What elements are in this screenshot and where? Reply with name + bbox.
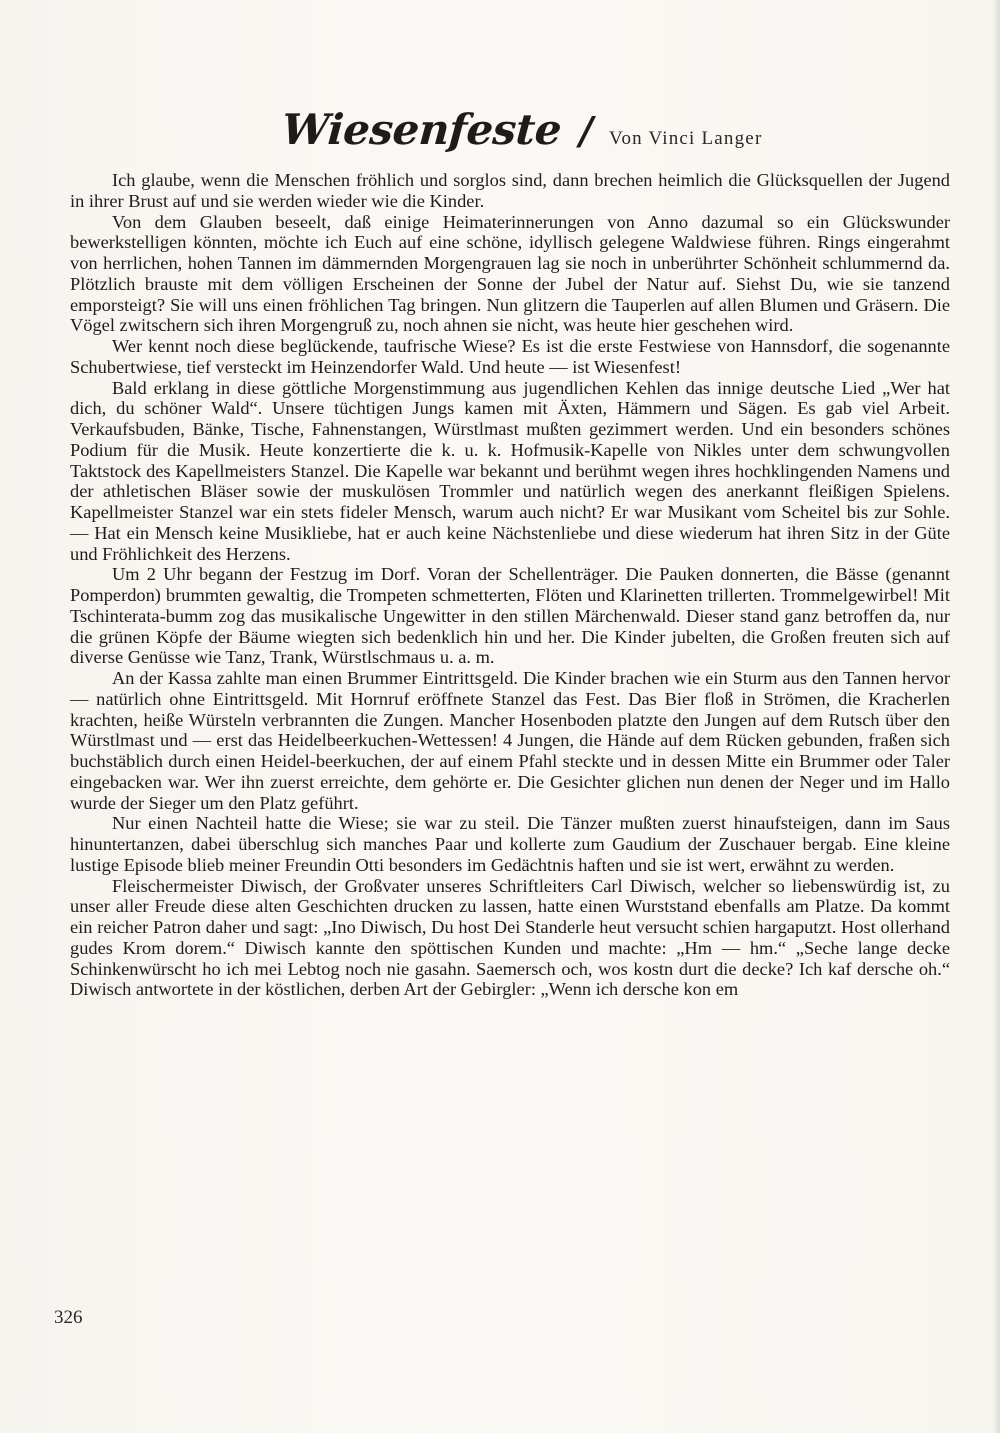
title-separator: /: [579, 108, 593, 153]
paragraph: Nur einen Nachteil hatte die Wiese; sie war zu steil. Die Tänzer mußten zuerst hinaufsteigen, dann im Saus hinuntertanzen, dabei überschlug sich manches Paar und kollerte zum Gaudium der Zuschauer bergab. Eine kleine lustige Episode blieb meiner Freundin Otti besonders im Gedächtnis haften und sie ist wert, erwähnt zu werden.: [70, 813, 950, 875]
paragraph: Ich glaube, wenn die Menschen fröhlich und sorglos sind, dann brechen heimlich die Glücksquellen der Jugend in ihrer Brust auf und sie werden wieder wie die Kinder.: [70, 170, 950, 211]
paragraph: Fleischermeister Diwisch, der Großvater unseres Schriftleiters Carl Diwisch, welcher so liebenswürdig ist, zu unser aller Freude diese alten Geschichten drucken zu lassen, hatte einen Wurststand ebenfalls am Platze. Da kommt ein reicher Patron daher und sagt: „Ino Diwisch, Du host Dei Standerle heut versucht schien hargaputzt. Host ollerhand gudes Krom dorem.“ Diwisch kannte den spöttischen Kunden und machte: „Hm — hm.“ „Seche lange decke Schinkenwürscht ho ich mei Lebtog noch nie gasahn. Saemersch och, wos kostn durt die decke? Ich kaf dersche oh.“ Diwisch antwortete in der köstlichen, derben Art der Gebirgler: „Wenn ich dersche kon em: [70, 875, 950, 1000]
article-title: Wiesenfeste: [280, 105, 563, 154]
paragraph: Von dem Glauben beseelt, daß einige Heimaterinnerungen von Anno dazumal so ein Glückswunder bewerkstelligen könnten, möchte ich Euch auf eine schöne, idyllisch gelegene Waldwiese führen. Rings eingerahmt von herrlichen, hohen Tannen im dämmernden Morgengrauen lag sie noch in unberührter Schönheit schlummernd da. Plötzlich brauste mit dem völligen Erscheinen der Sonne der Jubel der Natur auf. Siehst Du, wie sie tanzend emporsteigt? Sie will uns einen fröhlichen Tag bringen. Nun glitzern die Tauperlen auf allen Blumen und Gräsern. Die Vögel zwitschern sich ihren Morgengruß zu, noch ahnen sie nicht, was heute hier geschehen wird.: [70, 211, 950, 336]
title-row: [282, 105, 922, 165]
article-body: [70, 170, 950, 1000]
paragraph: Wer kennt noch diese beglückende, taufrische Wiese? Es ist die erste Festwiese von Hannsdorf, die sogenannte Schubertwiese, tief versteckt im Heinzendorfer Wald. Und heute — ist Wiesenfest!: [70, 336, 950, 377]
paragraph: Um 2 Uhr begann der Festzug im Dorf. Voran der Schellenträger. Die Pauken donnerten, die Bässe (genannt Pomperdon) brummten gewaltig, die Trompeten schmetterten, Flöten und Klarinetten trillerten. Trommelgewirbel! Mit Tschinterata-bumm zog das musikalische Ungewitter in den stillen Märchenwald. Dieser stand ganz betroffen da, nur die grünen Köpfe der Bäume wiegten sich bedenklich hin und her. Die Kinder jubelten, die Großen freuten sich auf diverse Genüsse wie Tanz, Trank, Würstlschmaus u. a. m.: [70, 564, 950, 668]
paragraph: An der Kassa zahlte man einen Brummer Eintrittsgeld. Die Kinder brachen wie ein Sturm aus den Tannen hervor — natürlich ohne Eintrittsgeld. Mit Hornruf eröffnete Stanzel das Fest. Das Bier floß in Strömen, die Kracherlen krachten, heiße Würsteln verbrannten die Zungen. Mancher Hosenboden platzte den Jungen auf dem Rutsch über den Würstlmast und — erst das Heidelbeerkuchen-Wettessen! 4 Jungen, die Hände auf dem Rücken gebunden, fraßen sich buchstäblich durch einen Heidel-beerkuchen, der auf einem Pfahl steckte und in dessen Mitte ein Brummer oder Taler eingebacken war. Wer ihn zuerst erreichte, dem gehörte er. Die Gesichter glichen nun denen der Neger und im Hallo wurde der Sieger um den Platz geführt.: [70, 668, 950, 813]
page-edge-shadow: [992, 0, 1000, 1433]
paragraph: Bald erklang in diese göttliche Morgenstimmung aus jugendlichen Kehlen das innige deutsche Lied „Wer hat dich, du schöner Wald“. Unsere tüchtigen Jungs kamen mit Äxten, Hämmern und Sägen. Es gab viel Arbeit. Verkaufsbuden, Bänke, Tische, Fahnenstangen, Würstlmast mußten gezimmert werden. Und ein besonders schönes Podium für die Musik. Heute konzertierte die k. u. k. Hofmusik-Kapelle von Nikles unter dem schwungvollen Taktstock des Kapellmeisters Stanzel. Die Kapelle war bekannt und berühmt wegen ihres hochklingenden Namens und der athletischen Bläser sowie der muskulösen Trommler und natürlich wegen des anerkannt fleißigen Spielens. Kapellmeister Stanzel war ein stets fideler Mensch, warum auch nicht? Er war Musikant vom Scheitel bis zur Sohle. — Hat ein Mensch keine Musikliebe, hat er auch keine Nächstenliebe und diese wiederum hat ihren Sitz in der Güte und Fröhlichkeit des Herzens.: [70, 377, 950, 564]
article-byline: Von Vinci Langer: [608, 128, 763, 149]
page-number: 326: [54, 1307, 83, 1328]
